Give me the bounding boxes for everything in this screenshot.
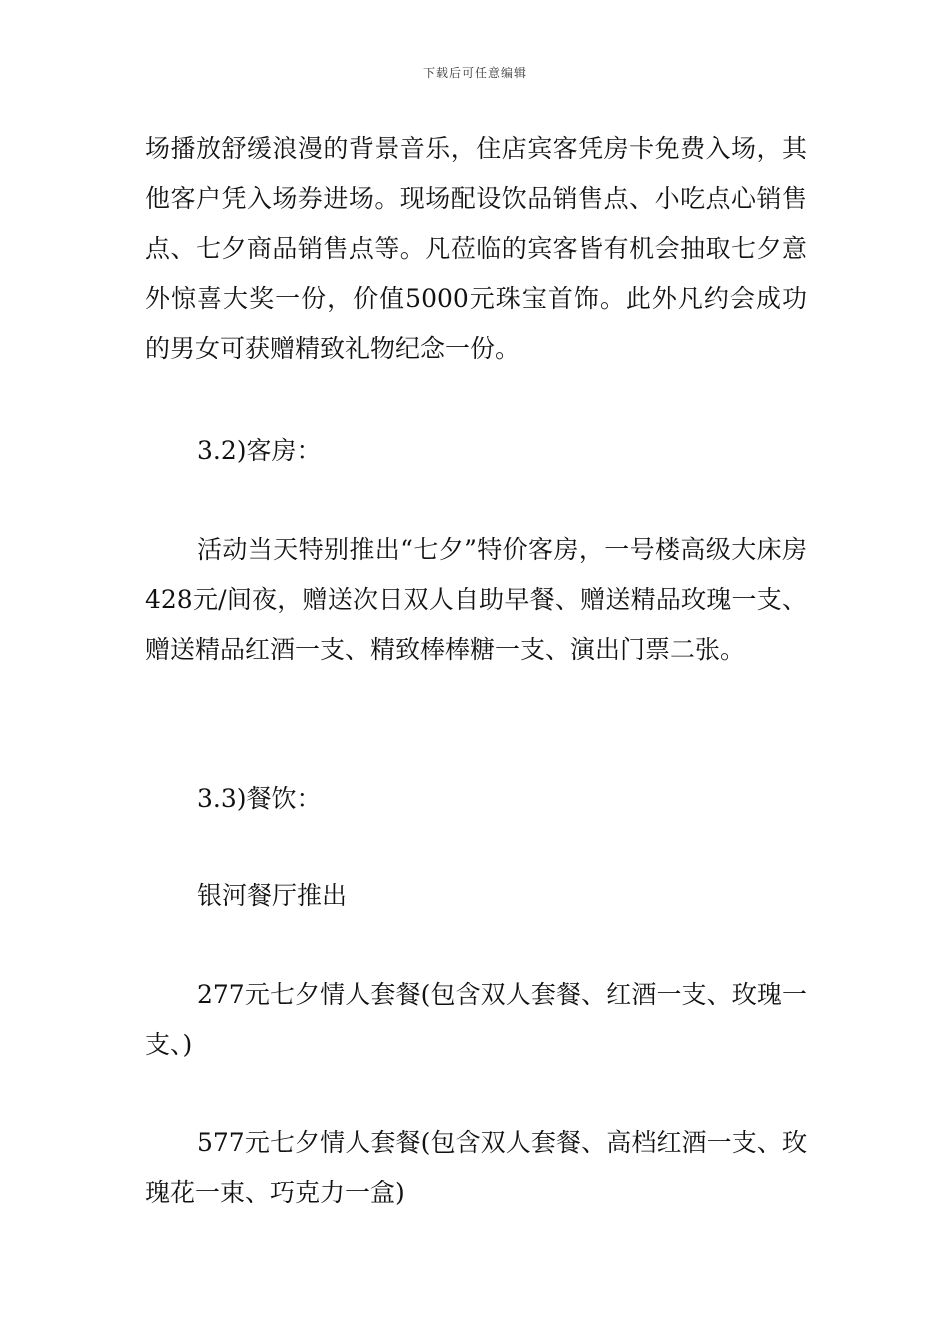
paragraph-rooms-offer: 活动当天特别推出“七夕”特价客房，一号楼高级大床房428元/间夜，赠送次日双人自助早餐、赠送精品玫瑰一支、赠送精品红酒一支、精致棒棒糖一支、演出门票二张。 (145, 535, 807, 664)
paragraph-restaurant-intro: 银河餐厅推出 (197, 881, 348, 910)
section-heading-rooms: 3.2)客房： (197, 436, 322, 465)
paragraph-package-577: 577元七夕情人套餐(包含双人套餐、高档红酒一支、玫瑰花一束、巧克力一盒) (145, 1128, 807, 1207)
paragraph-event-intro: 场播放舒缓浪漫的背景音乐，住店宾客凭房卡免费入场，其他客户凭入场券进场。现场配设饮品销售点、小吃点心销售点、七夕商品销售点等。凡莅临的宾客皆有机会抽取七夕意外惊喜大奖一份，价值5000元珠宝首饰。此外凡约会成功的男女可获赠精致礼物纪念一份。 (145, 134, 807, 363)
paragraph-package-277: 277元七夕情人套餐(包含双人套餐、红酒一支、玫瑰一支、) (145, 980, 807, 1059)
section-heading-dining: 3.3)餐饮： (197, 784, 322, 813)
page-header-note: 下载后可任意编辑 (422, 66, 527, 80)
